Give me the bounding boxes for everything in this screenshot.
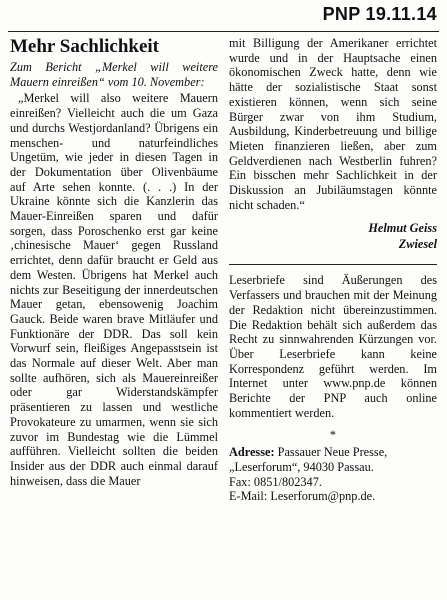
address-label: Adresse: [229,445,275,460]
author-name: Helmut Geiss [368,221,437,236]
letter-reference: Zum Bericht „Merkel will weitere Mauern einreißen“ vom 10. November: [10,60,218,89]
source-tag: PNP 19.11.14 [322,4,437,24]
reader-letter-notice: Leserbriefe sind Äußerungen des Verfassers und brauchen mit der Meinung der Redaktion nicht übereinzustimmen. Die Redaktion behält sich außerdem das Recht zu sinnwahrenden Kürzungen vor. Über Leserbriefe kann keine Korrespondenz geführt werden. Im Internet unter www.pnp.de können Berichte der PNP auch online kommentiert werden. [229,273,437,420]
email-line: E-Mail: Leserforum@pnp.de. [229,489,376,504]
right-column [229,36,437,504]
letter-signature [229,220,437,252]
author-place: Zwiesel [398,237,437,252]
letter-headline: Mehr Sachlichkeit [10,36,160,57]
address-block [229,445,437,504]
address-line-1: Passauer Neue Presse, [277,445,388,460]
letter-body-left: „Merkel will also weitere Mauern einreißen? Vielleicht auch die um Gaza und durchs Westjordanland? Übrigens ein menschen- und naturfeindliches Ungetüm, wie jeder in diesen Tagen in der Dokumentation über Olivenbäume auf Arte sehen konnte. (. . .) In der Ukraine könnte sich die Kanzlerin das Mauer-Einreißen sparen und dafür sorgen, dass Poroschenko erst gar keine ‚chinesische Mauer‘ gegen Russland errichtet, denn dafür braucht er Geld aus dem Westen. Übrigens hat Merkel auch nichts zur Beseitigung der innerdeutschen Mauer getan, ebensowenig Joachim Gauck. Beide waren brave Mitläufer und Funktionäre der DDR. Das soll kein Vorwurf sein, fleißiges Angepasstsein ist das Normale auf dieser Welt. Aber man sollte aufhören, sich als Mauereinreißer oder gar Widerstandskämpfer präsentieren zu lassen und westliche Provokateure zu umarmen, wenn sie sich zuvor im Bundestag wie die Lümmel aufführen. Vielleicht sollten die beiden Insider aus der DDR auch einmal darauf hinweisen, dass die Mauer [10,91,218,488]
address-line-2: „Leserforum“, 94030 Passau. [229,459,374,474]
fax-line: Fax: 0851/802347. [229,474,322,489]
header-rule [8,31,439,32]
letter-body-right: mit Billigung der Amerikaner errichtet wurde und in der Hauptsache einen ökonomischen Zweck hatte, denn wie hätte der sozialistische Staat sonst existieren können, wenn sich seine Bürger zwar von ihm Studium, Ausbildung, Kinderbetreuung und billige Mieten finanzieren ließen, aber zum Geldverdienen nach Westberlin fuhren? Ein bisschen mehr Sachlichkeit in der Diskussion an Jubiläumstagen könnte nicht schaden.“ [229,36,437,212]
separator-star: * [329,428,337,443]
left-column [10,36,218,488]
notice-divider [229,264,437,265]
